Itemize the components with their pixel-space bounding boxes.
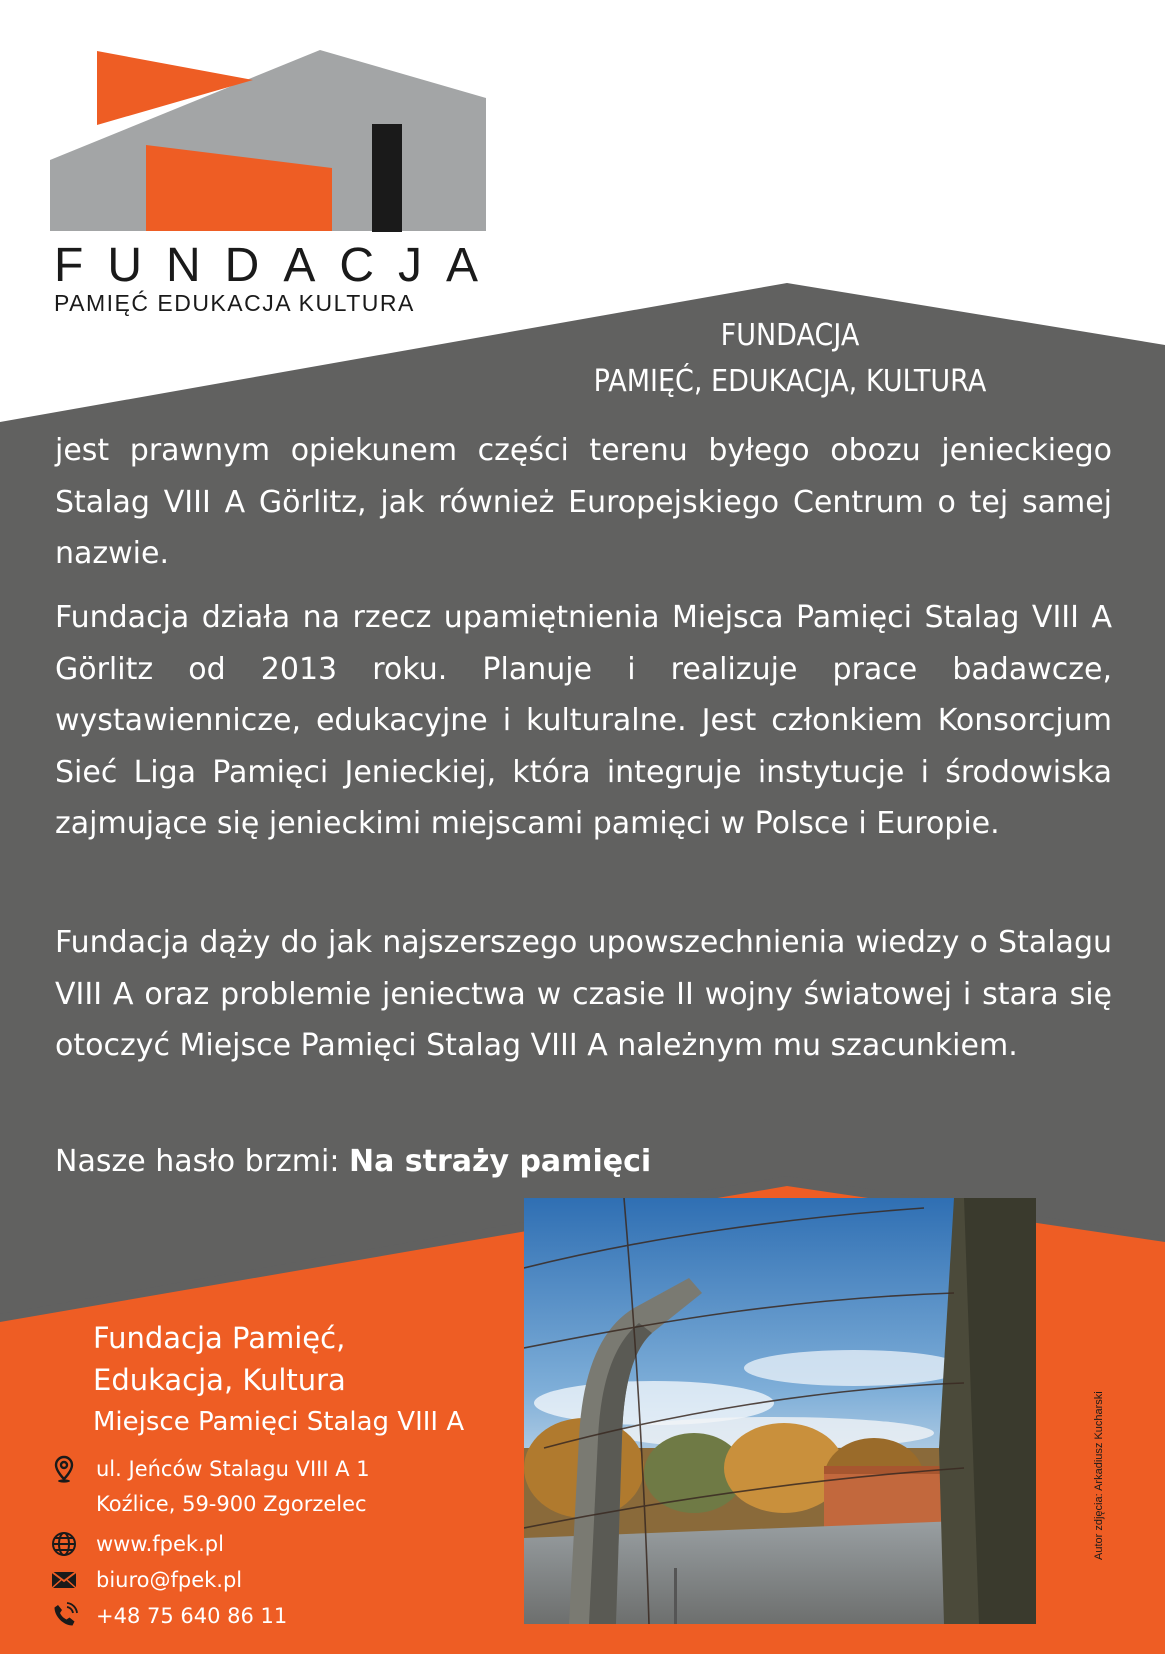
phone-number[interactable]: +48 75 640 86 11 <box>96 1604 288 1628</box>
memorial-photo <box>524 1198 1036 1624</box>
contact-phone-row[interactable] <box>50 1602 287 1630</box>
contact-name-2: Edukacja, Kultura <box>93 1363 346 1397</box>
address-line-2-row <box>96 1492 367 1516</box>
contact-address-row <box>50 1455 370 1483</box>
photo-credit: Autor zdjęcia: Arkadiusz Kucharski <box>1093 1391 1105 1560</box>
envelope-icon <box>50 1566 78 1594</box>
foundation-logo <box>50 50 490 240</box>
logo-word: FUNDACJA <box>54 239 503 292</box>
contact-name-1: Fundacja Pamięć, <box>93 1321 346 1355</box>
phone-icon <box>50 1602 78 1630</box>
logo-tagline: PAMIĘĆ EDUKACJA KULTURA <box>54 290 415 316</box>
motto-prefix: Nasze hasło brzmi: <box>55 1144 349 1179</box>
motto <box>55 1142 651 1182</box>
globe-icon <box>50 1530 78 1558</box>
heading-line-1: FUNDACJA <box>720 318 860 353</box>
contact-email-row[interactable] <box>50 1566 242 1594</box>
email-link[interactable]: biuro@fpek.pl <box>96 1568 243 1592</box>
paragraph-3: Fundacja dąży do jak najszerszego upowszechnienia wiedzy o Stalagu VIII A oraz problemie jeniectwa w czasie II wojny światowej i stara się otoczyć Miejsce Pamięci Stalag VIII A należnym mu szacunkiem. <box>55 925 1112 1063</box>
motto-slogan: Na straży pamięci <box>348 1144 652 1179</box>
address-line-1: ul. Jeńców Stalagu VIII A 1 <box>96 1457 370 1481</box>
contact-website-row[interactable] <box>50 1530 224 1558</box>
website-link[interactable]: www.fpek.pl <box>96 1532 224 1556</box>
paragraph-2: Fundacja działa na rzecz upamiętnienia Miejsca Pamięci Stalag VIII A Görlitz od 2013 roku. Planuje i realizuje prace badawcze, wystawiennicze, edukacyjne i kulturalne. Jest członkiem Konsorcjum Sieć Liga Pamięci Jenieckiej, która integruje instytucje i środowiska zajmujące się jenieckimi miejscami pamięci w Polsce i Europie. <box>55 600 1112 841</box>
location-pin-icon <box>50 1455 78 1483</box>
address-line-2: Koźlice, 59-900 Zgorzelec <box>96 1492 367 1516</box>
paragraph-1: jest prawnym opiekunem części terenu byłego obozu jenieckiego Stalag VIII A Görlitz, jak również Europejskiego Centrum o tej samej nazwie. <box>55 433 1112 571</box>
contact-name-3: Miejsce Pamięci Stalag VIII A <box>93 1407 465 1437</box>
heading-line-2: PAMIĘĆ, EDUKACJA, KULTURA <box>593 364 987 399</box>
